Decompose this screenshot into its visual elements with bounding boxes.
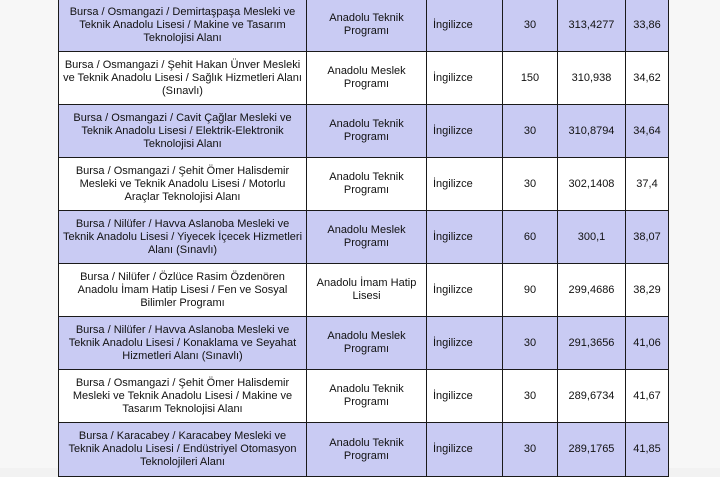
language-cell: İngilizce <box>427 423 503 477</box>
score-cell: 289,6734 <box>558 370 626 423</box>
language-cell: İngilizce <box>427 158 503 211</box>
program-cell: Anadolu İmam Hatip Lisesi <box>307 264 427 317</box>
percentile-cell: 41,06 <box>626 317 669 370</box>
language-cell: İngilizce <box>427 52 503 105</box>
table-row <box>59 211 669 264</box>
program-cell: Anadolu Teknik Programı <box>307 370 427 423</box>
percentile-cell: 41,67 <box>626 370 669 423</box>
score-cell: 310,938 <box>558 52 626 105</box>
quota-cell: 30 <box>503 370 558 423</box>
percentile-cell: 34,64 <box>626 105 669 158</box>
table-row <box>59 158 669 211</box>
quota-cell: 150 <box>503 52 558 105</box>
table-row <box>59 0 669 52</box>
language-cell: İngilizce <box>427 370 503 423</box>
percentile-cell: 38,29 <box>626 264 669 317</box>
quota-cell: 60 <box>503 211 558 264</box>
school-score-table <box>58 0 669 477</box>
percentile-cell: 37,4 <box>626 158 669 211</box>
school-cell: Bursa / Osmangazi / Şehit Hakan Ünver Mesleki ve Teknik Anadolu Lisesi / Sağlık Hizmetleri Alanı (Sınavlı) <box>59 52 307 105</box>
right-margin <box>668 0 720 468</box>
program-cell: Anadolu Teknik Programı <box>307 423 427 477</box>
school-cell: Bursa / Nilüfer / Havva Aslanoba Mesleki ve Teknik Anadolu Lisesi / Konaklama ve Seyahat Hizmetleri Alanı (Sınavlı) <box>59 317 307 370</box>
percentile-cell: 33,86 <box>626 0 669 52</box>
program-cell: Anadolu Teknik Programı <box>307 0 427 52</box>
quota-cell: 30 <box>503 105 558 158</box>
program-cell: Anadolu Meslek Programı <box>307 52 427 105</box>
table-row <box>59 317 669 370</box>
school-cell: Bursa / Osmangazi / Cavit Çağlar Mesleki ve Teknik Anadolu Lisesi / Elektrik-Elektronik Teknolojisi Alanı <box>59 105 307 158</box>
language-cell: İngilizce <box>427 105 503 158</box>
table-row <box>59 105 669 158</box>
language-cell: İngilizce <box>427 317 503 370</box>
language-cell: İngilizce <box>427 264 503 317</box>
program-cell: Anadolu Teknik Programı <box>307 105 427 158</box>
table-row <box>59 52 669 105</box>
quota-cell: 30 <box>503 317 558 370</box>
language-cell: İngilizce <box>427 0 503 52</box>
table-row <box>59 423 669 477</box>
table-row <box>59 370 669 423</box>
school-cell: Bursa / Karacabey / Karacabey Mesleki ve Teknik Anadolu Lisesi / Endüstriyel Otomasyon Teknolojileri Alanı <box>59 423 307 477</box>
table-row <box>59 264 669 317</box>
school-cell: Bursa / Nilüfer / Özlüce Rasim Özdenören Anadolu İmam Hatip Lisesi / Fen ve Sosyal Bilimler Programı <box>59 264 307 317</box>
score-cell: 300,1 <box>558 211 626 264</box>
program-cell: Anadolu Teknik Programı <box>307 158 427 211</box>
quota-cell: 30 <box>503 0 558 52</box>
score-cell: 291,3656 <box>558 317 626 370</box>
quota-cell: 30 <box>503 423 558 477</box>
school-cell: Bursa / Osmangazi / Şehit Ömer Halisdemir Mesleki ve Teknik Anadolu Lisesi / Motorlu Araçlar Teknolojisi Alanı <box>59 158 307 211</box>
quota-cell: 90 <box>503 264 558 317</box>
percentile-cell: 34,62 <box>626 52 669 105</box>
score-cell: 313,4277 <box>558 0 626 52</box>
quota-cell: 30 <box>503 158 558 211</box>
percentile-cell: 38,07 <box>626 211 669 264</box>
school-cell: Bursa / Osmangazi / Şehit Ömer Halisdemir Mesleki ve Teknik Anadolu Lisesi / Makine ve Tasarım Teknolojisi Alanı <box>59 370 307 423</box>
school-cell: Bursa / Osmangazi / Demirtaşpaşa Mesleki ve Teknik Anadolu Lisesi / Makine ve Tasarım Teknolojisi Alanı <box>59 0 307 52</box>
score-cell: 289,1765 <box>558 423 626 477</box>
percentile-cell: 41,85 <box>626 423 669 477</box>
language-cell: İngilizce <box>427 211 503 264</box>
score-cell: 299,4686 <box>558 264 626 317</box>
score-cell: 310,8794 <box>558 105 626 158</box>
program-cell: Anadolu Meslek Programı <box>307 211 427 264</box>
score-cell: 302,1408 <box>558 158 626 211</box>
left-margin <box>0 0 58 468</box>
program-cell: Anadolu Meslek Programı <box>307 317 427 370</box>
school-cell: Bursa / Nilüfer / Havva Aslanoba Mesleki ve Teknik Anadolu Lisesi / Yiyecek İçecek Hizmetleri Alanı (Sınavlı) <box>59 211 307 264</box>
